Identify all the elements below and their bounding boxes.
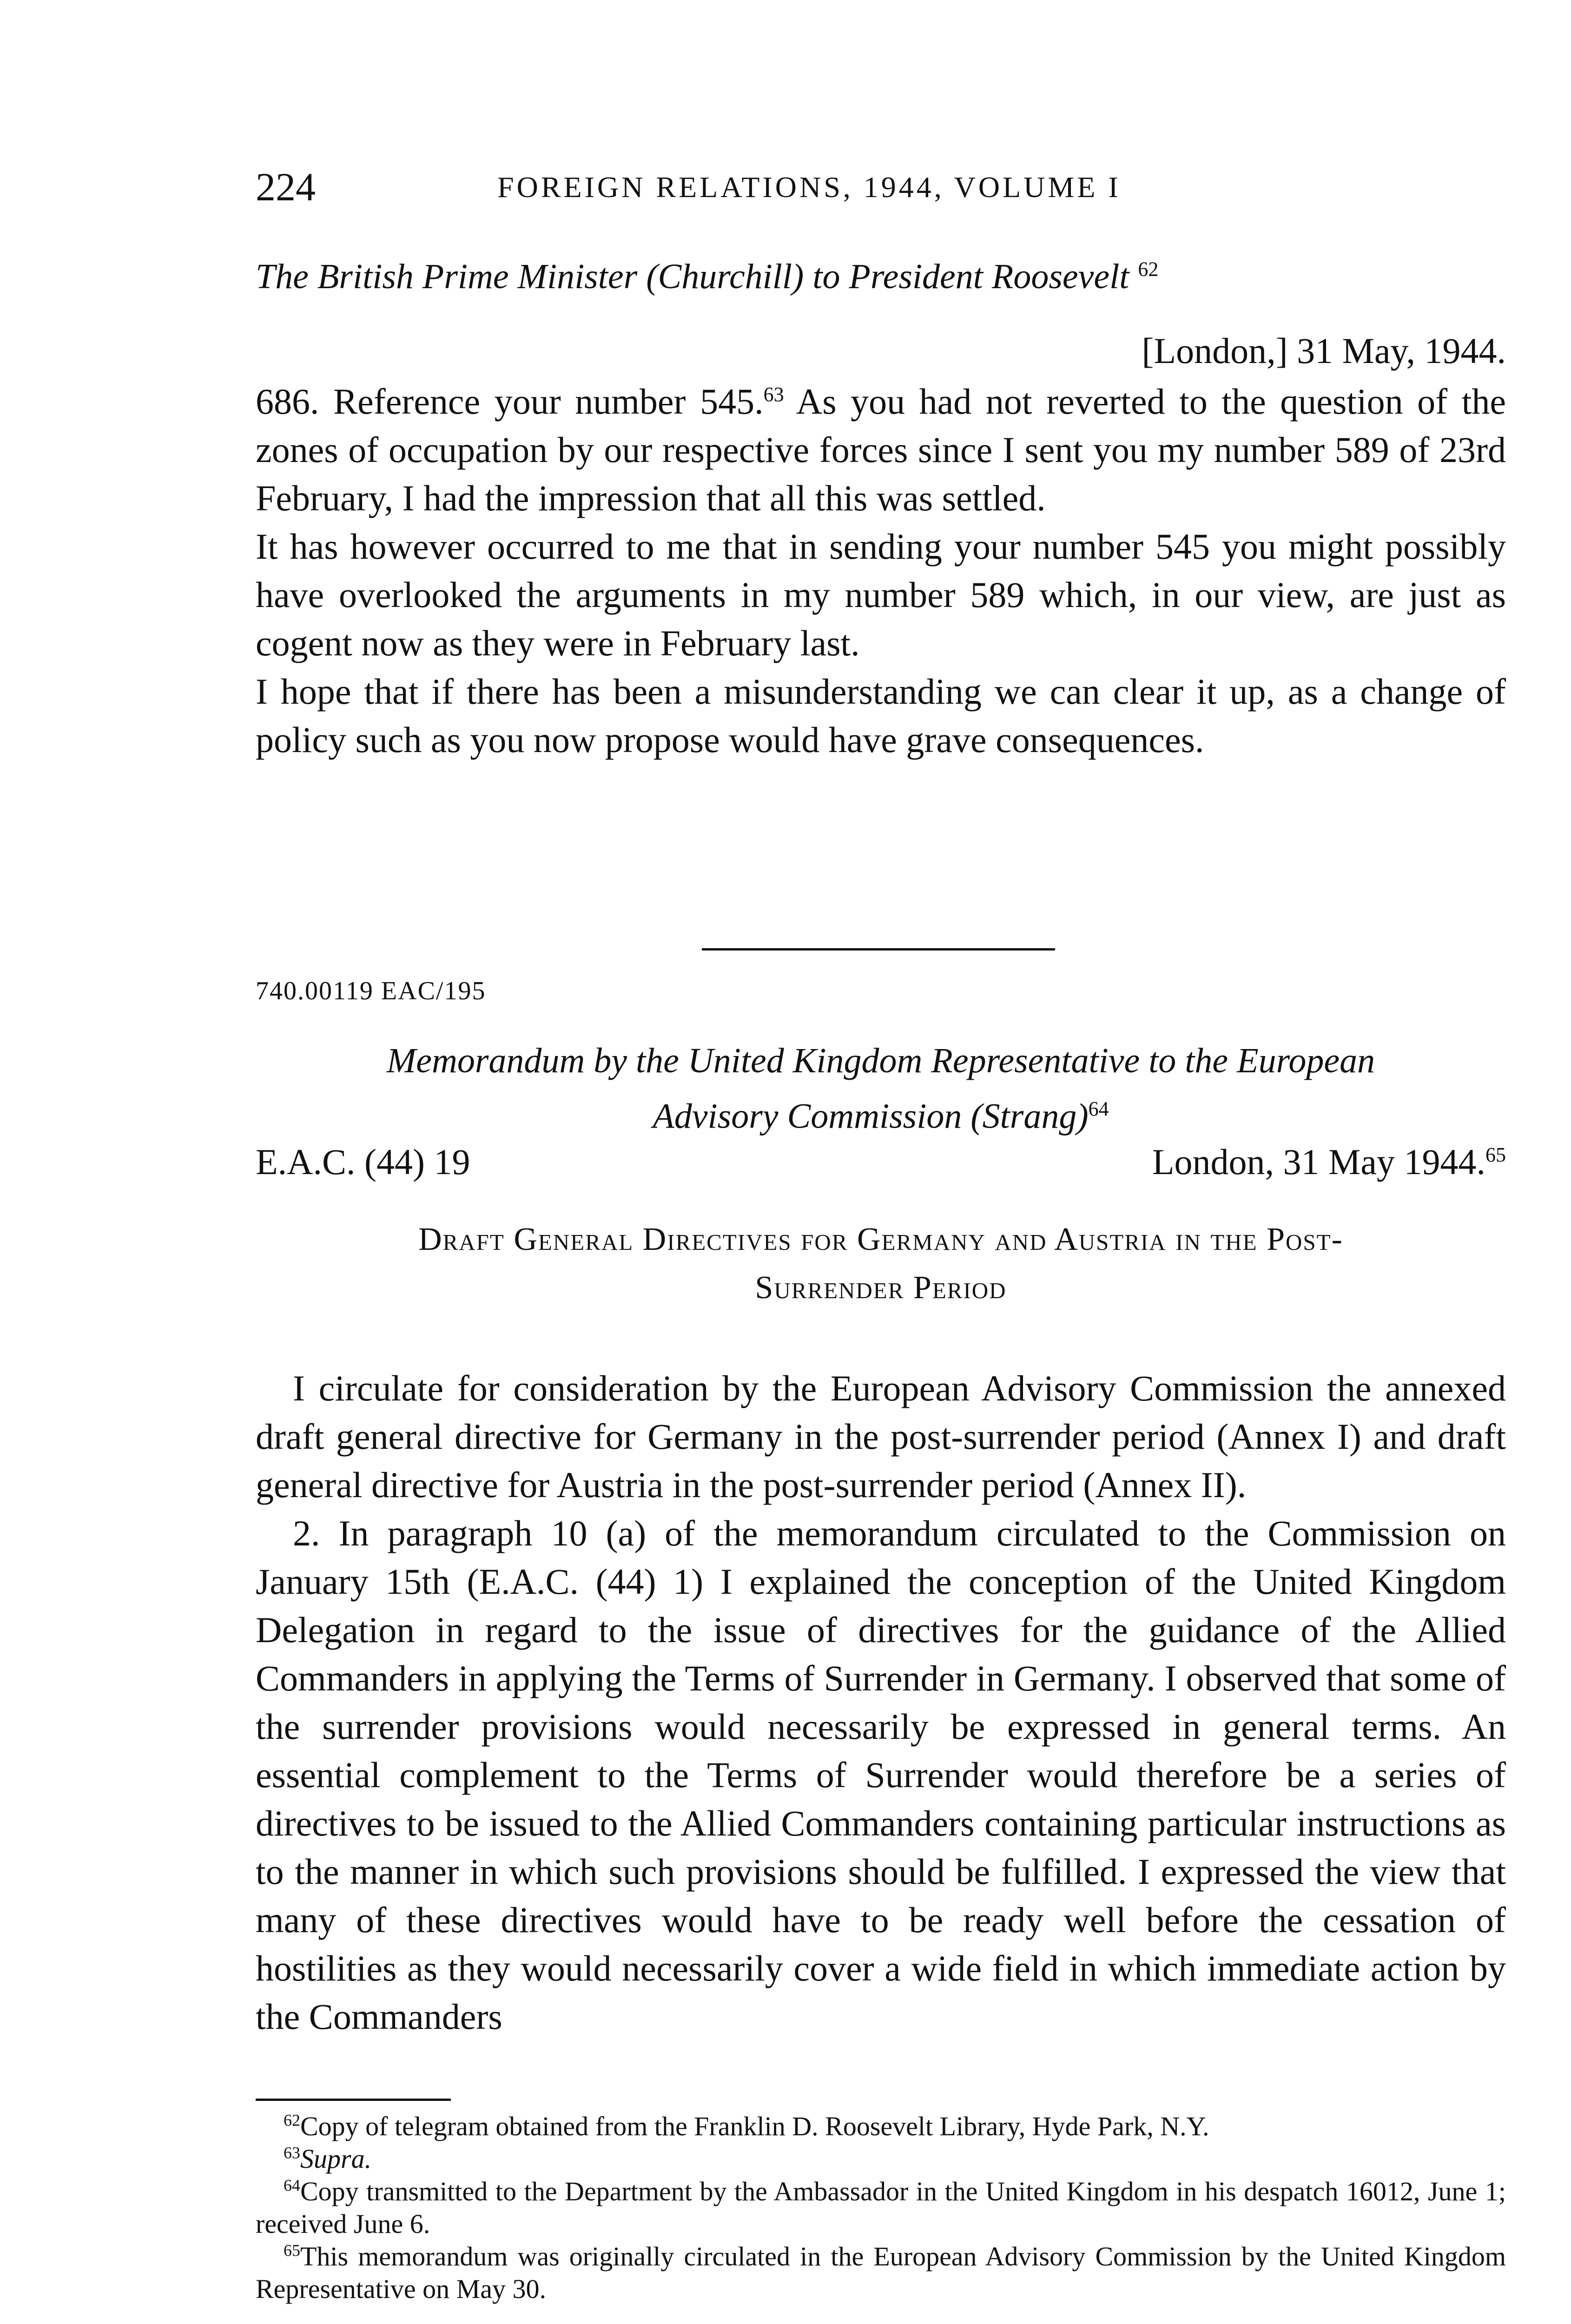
section-title-line: Draft General Directives for Germany and Austria in the Post- bbox=[418, 1221, 1343, 1257]
footnote-number: 62 bbox=[284, 2111, 300, 2130]
letter-heading bbox=[256, 257, 1506, 297]
footnote-ref-62: 62 bbox=[1138, 257, 1159, 281]
footnote bbox=[256, 2143, 1506, 2175]
memorandum-dateline: London, 31 May 1944.65 bbox=[1152, 1142, 1506, 1182]
memorandum-heading bbox=[256, 1037, 1506, 1140]
memorandum-paragraph: I circulate for consideration by the European Advisory Commission the annexed draft general directive for Germany in the post-surrender period (Annex I) and draft general directive for Austria in the post-surrender period (Annex II). bbox=[256, 1368, 1506, 1505]
memorandum-heading-line: Advisory Commission (Strang)$^{64}$ bbox=[653, 1096, 1109, 1136]
letter-paragraph bbox=[256, 377, 1506, 522]
letter-heading-text: The British Prime Minister (Churchill) to President Roosevelt bbox=[256, 257, 1129, 296]
letter-body bbox=[256, 377, 1506, 764]
section-title-line: Surrender Period bbox=[755, 1270, 1007, 1306]
letter-paragraph-text: As you had not reverted to the question of the zones of occupation by our respective forces since I sent you my number 589 of 23rd February, I had the impression that all this was settled. bbox=[256, 381, 1506, 518]
memorandum-heading-line: Memorandum by the United Kingdom Representative to the European bbox=[386, 1041, 1375, 1080]
footnote-text: Supra. bbox=[300, 2144, 372, 2174]
letter-paragraph: I hope that if there has been a misunderstanding we can clear it up, as a change of policy such as you now propose would have grave consequences. bbox=[256, 671, 1506, 760]
footnote-number: 63 bbox=[284, 2143, 300, 2162]
footnote bbox=[256, 2175, 1506, 2240]
file-number: 740.00119 EAC/195 bbox=[256, 977, 486, 1005]
footnotes bbox=[256, 2110, 1506, 2305]
footnote-number: 64 bbox=[284, 2176, 300, 2195]
running-title: FOREIGN RELATIONS, 1944, VOLUME I bbox=[497, 171, 1121, 204]
memorandum-paragraph: 2. In paragraph 10 (a) of the memorandum circulated to the Commission on January 15th (E.A.C. (44) 1) I explained the conception of the United Kingdom Delegation in regard to the issue of directives for the guidance of the Allied Commanders in applying the Terms of Surrender in Germany. I observed that some of the surrender provisions would necessarily be expressed in general terms. An essential complement to the Terms of Surrender would therefore be a series of directives to be issued to the Allied Commanders containing particular instructions as to the manner in which such provisions should be fulfilled. I expressed the view that many of these directives would have to be ready well before the cessation of hostilities as they would necessarily cover a wide field in which immediate action by the Commanders bbox=[256, 1513, 1506, 2037]
footnote-ref-64: 64 bbox=[1088, 1097, 1109, 1120]
section-divider bbox=[702, 948, 1055, 951]
footnote-text: Copy of telegram obtained from the Franklin D. Roosevelt Library, Hyde Park, N.Y. bbox=[300, 2111, 1209, 2141]
section-title bbox=[256, 1215, 1506, 1312]
running-head bbox=[256, 164, 1506, 210]
footnote bbox=[256, 2110, 1506, 2143]
footnote-rule bbox=[256, 2099, 451, 2101]
footnote-text: Copy transmitted to the Department by the Ambassador in the United Kingdom in his despatch 16012, June 1; received June 6. bbox=[256, 2176, 1506, 2239]
footnote-text: This memorandum was originally circulated in the European Advisory Commission by the United Kingdom Representative on May 30. bbox=[256, 2241, 1506, 2304]
footnote-ref-65: 65 bbox=[1485, 1143, 1506, 1166]
letter-paragraph: It has however occurred to me that in sending your number 545 you might possibly have overlooked the arguments in my number 589 which, in our view, are just as cogent now as they were in February last. bbox=[256, 526, 1506, 663]
footnote-ref-63: 63 bbox=[763, 383, 784, 406]
footnote-number: 65 bbox=[284, 2241, 300, 2260]
memorandum-body bbox=[256, 1364, 1506, 2041]
footnote bbox=[256, 2240, 1506, 2305]
letter-dateline: [London,] 31 May, 1944. bbox=[1142, 330, 1506, 371]
page-number: 224 bbox=[256, 165, 316, 209]
eac-reference: E.A.C. (44) 19 bbox=[256, 1142, 470, 1182]
letter-paragraph-text: 686. Reference your number 545. bbox=[256, 381, 764, 422]
